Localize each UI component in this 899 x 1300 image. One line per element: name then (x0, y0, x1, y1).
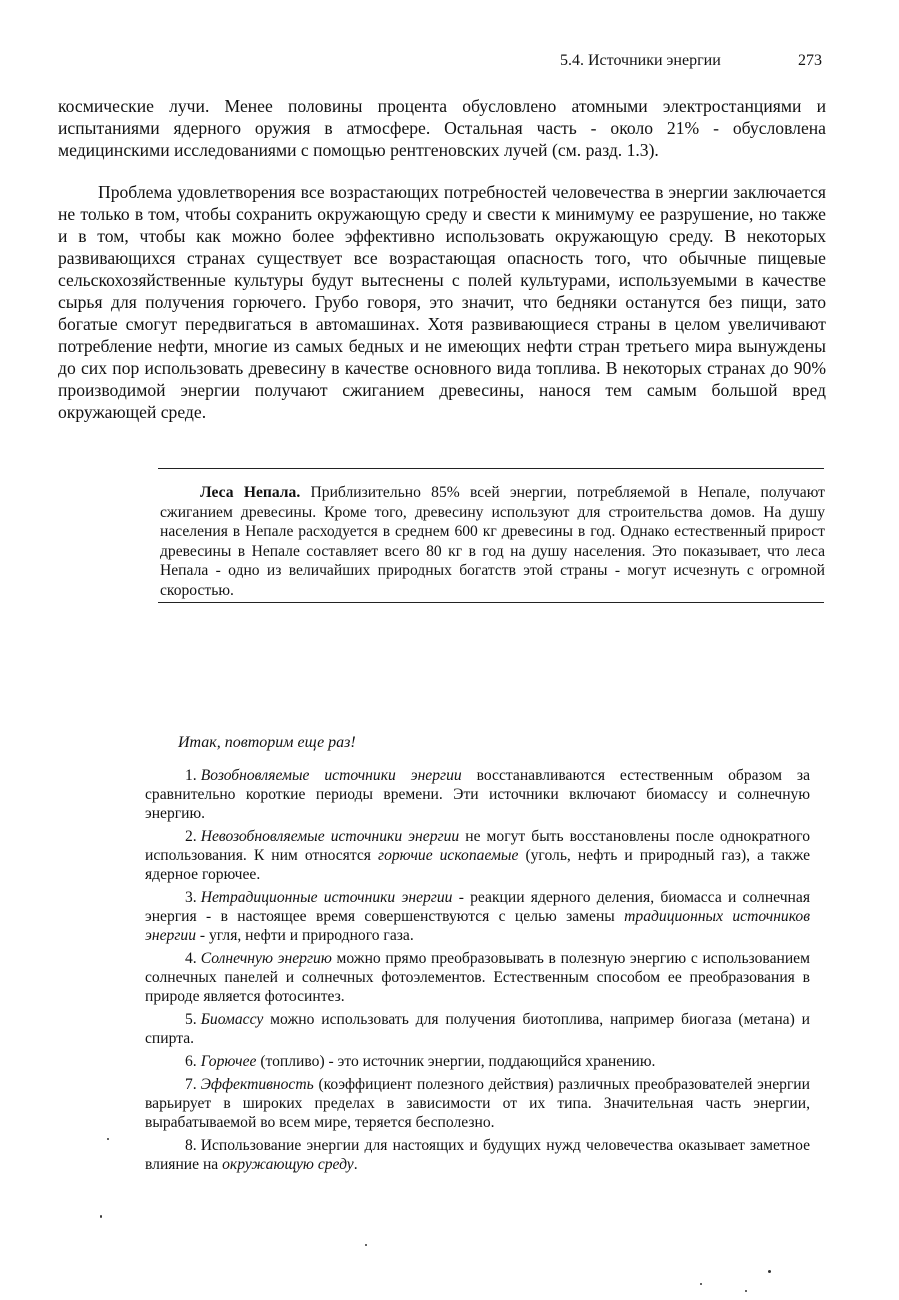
list-item: 2. Невозобновляемые источники энергии не могут быть восстановлены после однократного использования. К ним относятся горючие ископаемые (уголь, нефть и природный газ), а также ядерное горючее. (145, 828, 811, 883)
nepal-box (160, 483, 825, 600)
main-text (58, 95, 826, 423)
scan-speck (745, 1290, 747, 1292)
list-item: 6. Горючее (топливо) - это источник энергии, поддающийся хранению. (185, 1053, 656, 1070)
summary-list (145, 766, 810, 1178)
scan-speck (768, 1270, 771, 1273)
box-body: Приблизительно 85% всей энергии, потребляемой в Непале, получают сжиганием древесины. Кроме того, древесину используют для строительства домов. На душу населения в Непале расходуется в среднем 600 кг древесины в год. Однако естественный прирост древесины в Непале составляет всего 80 кг в год на душу населения. Это показывает, что леса Непала - одно из величайших природных богатств этой страны - могут исчезнуть с огромной скоростью. (160, 484, 825, 599)
list-item: 1. Возобновляемые источники энергии восстанавливаются естественным образом за сравнительно короткие периоды времени. Эти источники включают биомассу и солнечную энергию. (145, 767, 810, 822)
summary-heading: Итак, повторим еще раз! (178, 734, 356, 751)
running-head (560, 52, 822, 70)
scan-speck (700, 1283, 702, 1285)
box-top-rule (158, 468, 824, 469)
paragraph: Проблема удовлетворения все возрастающих потребностей человечества в энергии заключается не только в том, чтобы сохранить окружающую среду и свести к минимуму ее разрушение, но также и в том, чтобы как можно более эффективно использовать окружающую среду. В некоторых развивающихся странах существует все возрастающая опасность того, что обычные пищевые сельскохозяйственные культуры будут вытеснены с полей культурами, используемыми в качестве сырья для получения горючего. Грубо говоря, это значит, что бедняки останутся без пищи, зато богатые смогут передвигаться в автомашинах. Хотя развивающиеся страны в целом увеличивают потребление нефти, многие из самых бедных и не имеющих нефти стран третьего мира вынуждены до сих пор использовать древесину в качестве основного вида топлива. В некоторых странах до 90% производимой энергии получают сжиганием древесины, нанося тем самым большой вред окружающей среде. (58, 182, 826, 422)
scan-speck (100, 1215, 102, 1218)
scan-speck (365, 1244, 367, 1246)
scan-speck (107, 1138, 109, 1140)
paragraph: космические лучи. Менее половины процента обусловлено атомными электростанциями и испытаниями ядерного оружия в атмосфере. Остальная часть - около 21% - обусловлена медицинскими исследованиями с помощью рентгеновских лучей (см. разд. 1.3). (58, 96, 826, 160)
list-item: 3. Нетрадиционные источники энергии - реакции ядерного деления, биомасса и солнечная энергия - в настоящее время совершенствуются с целью замены традиционных источников энергии - угля, нефти и природного газа. (145, 889, 810, 944)
section-title: 5.4. Источники энергии (560, 52, 721, 69)
list-item: 5. Биомассу можно использовать для получения биотоплива, например биогаза (метана) и спирта. (145, 1011, 810, 1047)
list-item: 7. Эффективность (коэффициент полезного действия) различных преобразователей энергии варьирует в широких пределах в зависимости от их типа. Значительная часть энергии, вырабатываемой во всем мире, теряется бесполезно. (145, 1076, 810, 1131)
list-item: 4. Солнечную энергию можно прямо преобразовывать в полезную энергию с использованием солнечных панелей и солнечных фотоэлементов. Естественным способом ее преобразования в природе является фотосинтез. (145, 950, 810, 1005)
box-title: Леса Непала. (200, 484, 301, 501)
page-number: 273 (798, 52, 822, 69)
list-item: 8. Использование энергии для настоящих и будущих нужд человечества оказывает заметное влияние на окружающую среду. (145, 1137, 810, 1173)
box-bottom-rule (158, 602, 824, 603)
